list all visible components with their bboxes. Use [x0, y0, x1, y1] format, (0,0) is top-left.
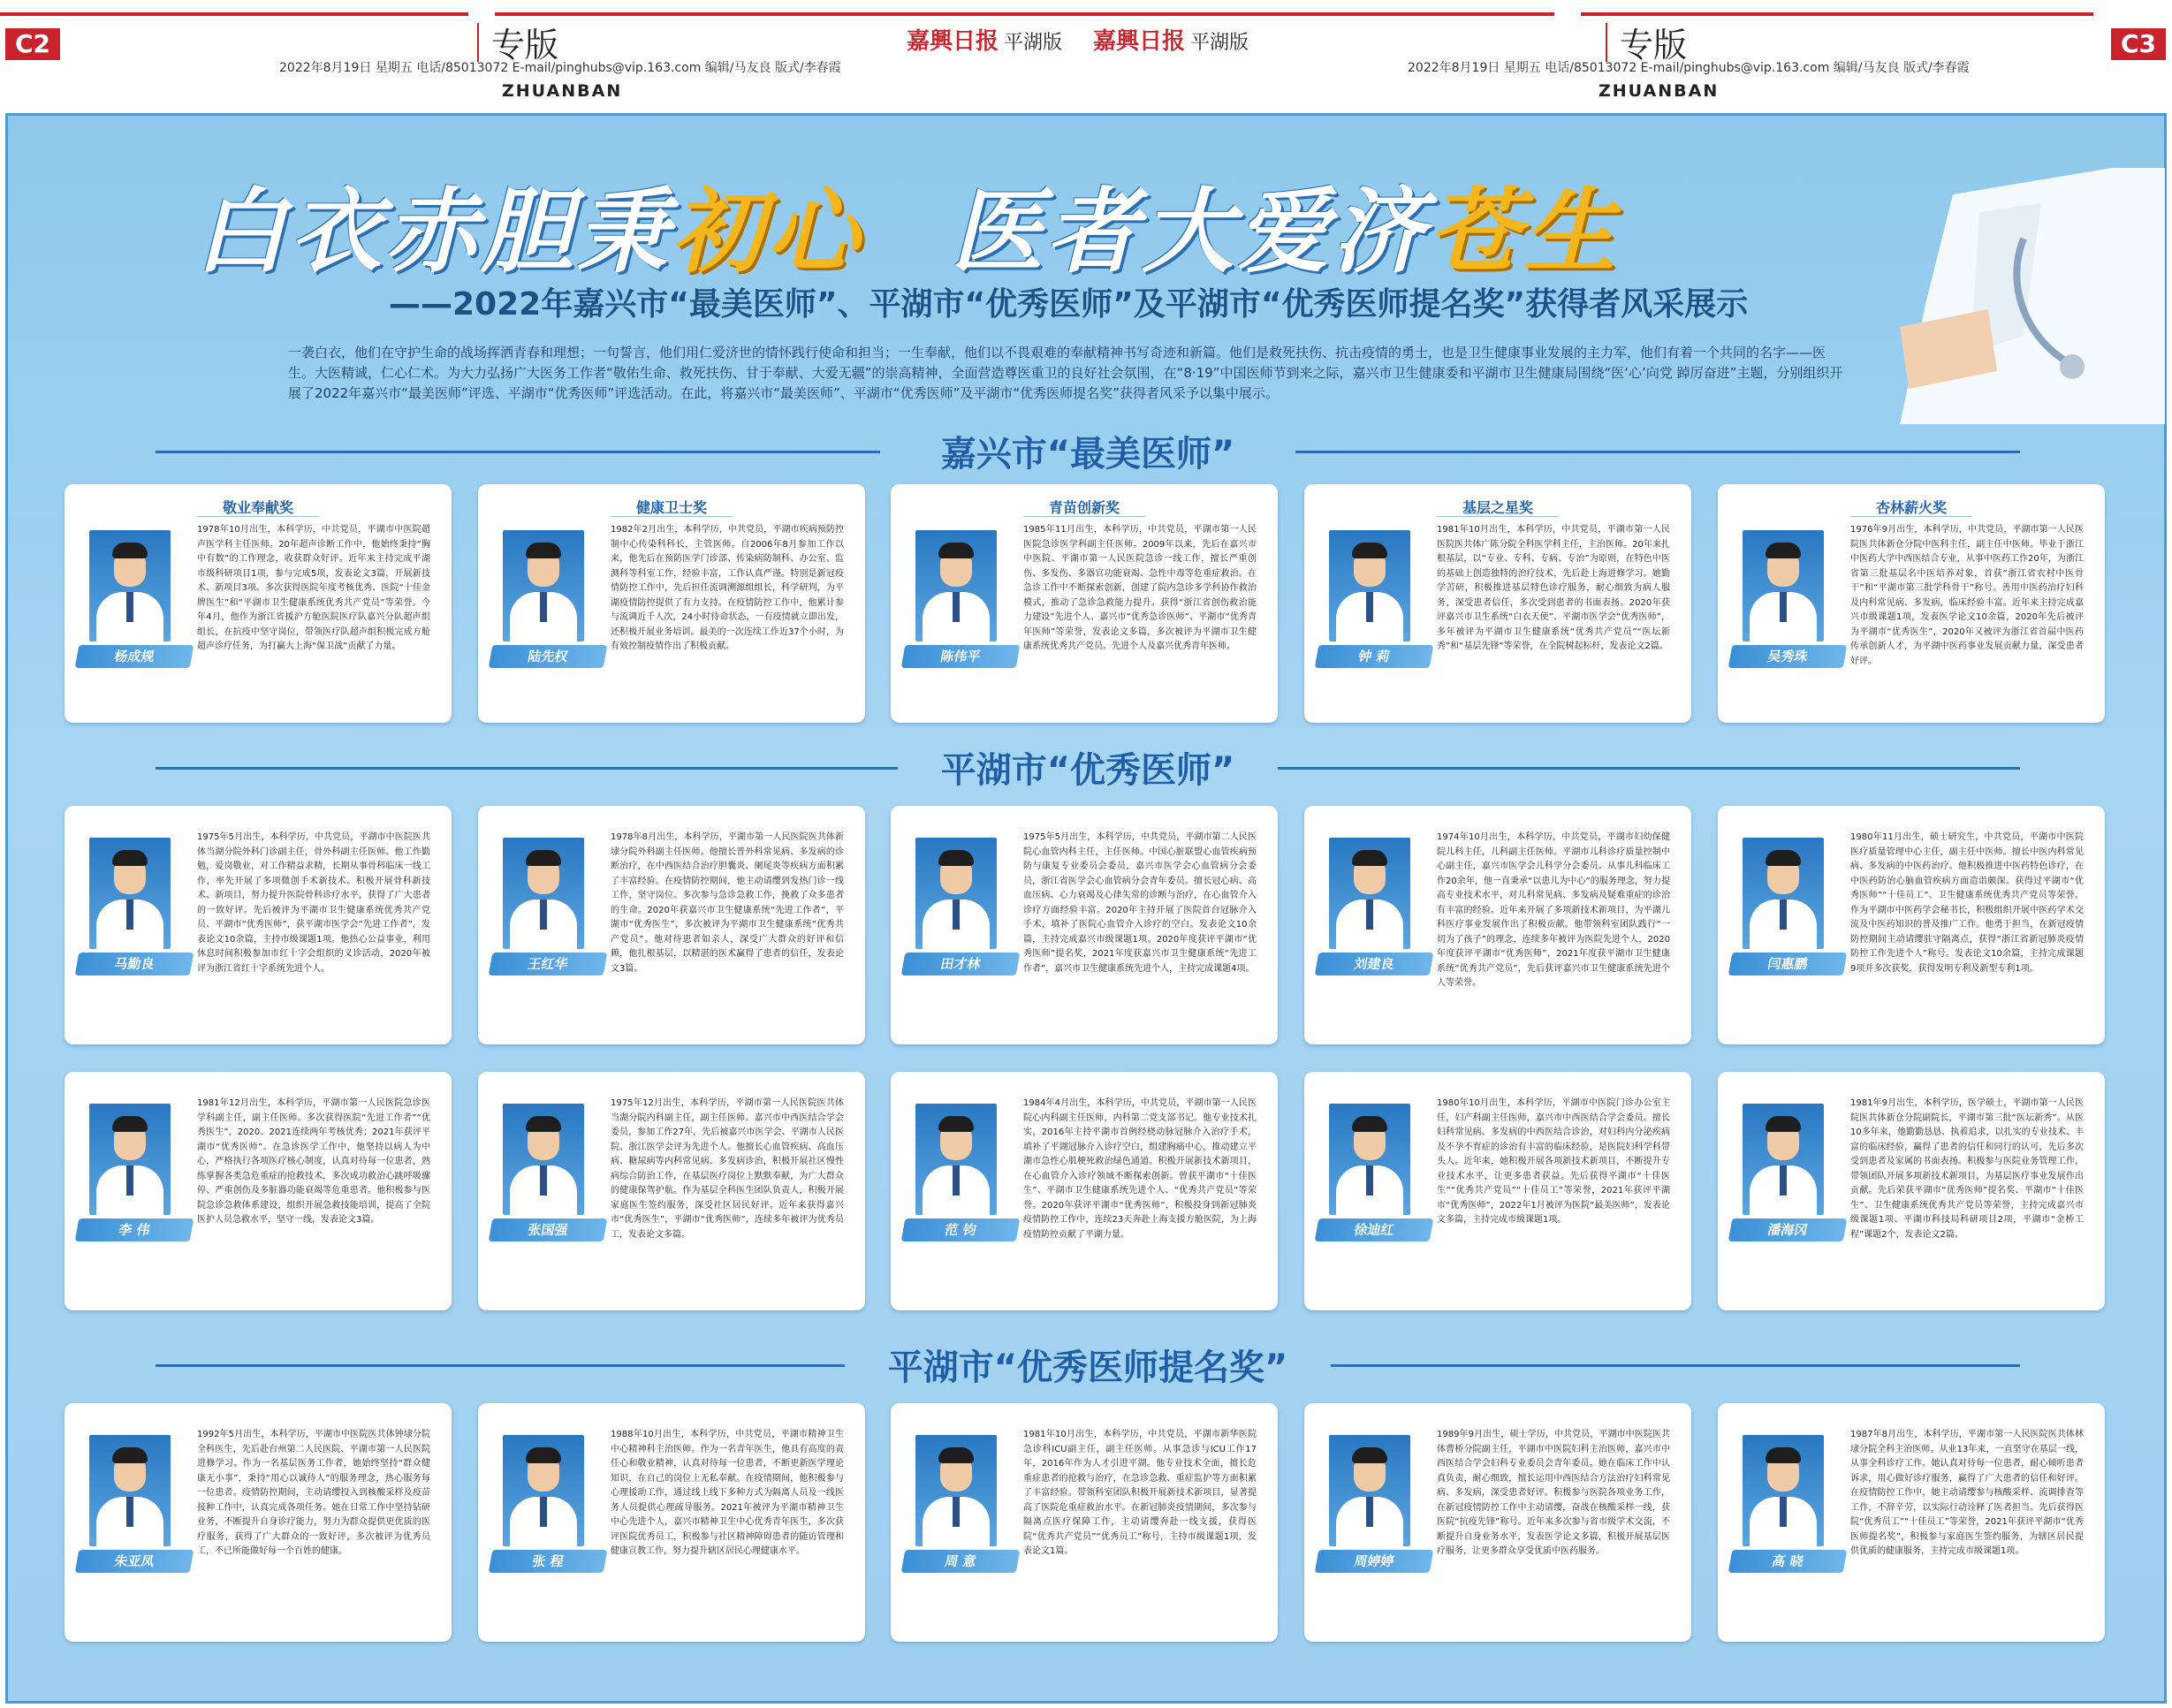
doctor-name: 杨成规	[75, 645, 194, 668]
headline-part1-highlight: 初心	[672, 178, 863, 285]
award-title: 杏林薪火奖	[1875, 499, 1947, 516]
doctor-card	[1304, 1072, 1691, 1310]
doctor-photo	[1329, 838, 1410, 949]
doctor-card	[1304, 484, 1691, 723]
section-sub: ZHUANBAN	[1599, 81, 1720, 101]
section-title: 专版	[1620, 26, 1688, 65]
doctor-bio: 1975年5月出生，本科学历，中共党员，平湖市第二人民医院心血管内科主任，主任医师。中国心脏联盟心血管疾病预防与康复专业委员会委员，嘉兴市医学会心血管病分会委员，浙江省医学会心血管病分会青年委员。擅长冠心病、高血压病、心力衰竭及心律失常的诊断与治疗，在心血管介入诊疗方面经验丰富。2020年主持开展了医院首台冠脉介入手术，填补了医院心血管介入诊疗的空白。发表论文10余篇，主持完成嘉兴市级课题1项。2020年度获评平湖市“优秀医师”提名奖，2021年度获嘉兴市卫生健康系统“先进工作者”，嘉兴市卫生健康系统先进个人，主持完成课题4项。	[1023, 832, 1257, 974]
doctor-bio: 1992年5月出生，本科学历，平湖市中医院医共体钟埭分院全科医生，先后赴台州第二人民医院、平湖市第一人民医院进修学习。作为一名基层医务工作者，她始终坚持“群众健康无小事”，秉持“用心以诚待人”的服务理念，热心服务每一位患者。疫情防控期间，主动请缨投入到核酸采样及疫苗接种工作中，认真完成各项任务。她在日常工作中坚持钻研业务，不断提升自身诊疗能力，努力为群众提供更优质的医疗服务，获得了广大群众的一致好评，多次被评为优秀员工，不已所能做好每一个百姓的健康。	[197, 1430, 430, 1556]
doctor-photo	[1329, 530, 1410, 641]
headline-part2: 医者大爱济	[951, 178, 1429, 285]
doctor-name: 刘建良	[1315, 953, 1434, 975]
doctor-photo	[89, 1435, 171, 1546]
section-title: 专版	[491, 26, 559, 65]
headline-part2-highlight: 苍生	[1428, 178, 1620, 285]
doctor-name: 徐迪红	[1315, 1218, 1434, 1241]
doctor-bio: 1989年9月出生，硕士学历，中共党员，平湖市中医院医共体曹桥分院副主任，平湖市中医院妇科主治医师，嘉兴市中西医结合学会妇科专业委员会青年委员。她在临床工作中认真负责，耐心细致，擅长运用中西医结合方法治疗妇科常见病、多发病，深受患者好评。积极参与医院各项业务工作，在新冠疫情防控工作中主动请缨，奋战在核酸采样一线，获医院“抗疫先锋”称号。近年来多次参与省市级学术交流，不断提升自身业务水平，发表医学论文多篇，积极开展基层医疗服务，让更多群众享受优质中医药服务。	[1437, 1430, 1670, 1556]
headline	[194, 157, 1619, 290]
section-sub: ZHUANBAN	[502, 81, 623, 101]
doctor-card	[891, 484, 1278, 723]
doctor-bio: 1987年8月出生，本科学历，平湖市第一人民医院医共体林埭分院全科主治医师。从业13年来，一直坚守在基层一线，从事全科诊疗工作。她认真对待每一位患者，耐心倾听患者诉求，用心做好诊疗服务，赢得了广大患者的信任和好评。在疫情防控工作中，她主动请缨参与核酸采样、流调排查等工作，不辞辛劳，以实际行动诠释了医者担当。先后获得医院“优秀员工”“十佳员工”等荣誉，2021年获评平湖市“优秀医师提名奖”，积极参与家庭医生签约服务，为辖区居民提供优质的健康服务，主持完成市级课题1项。	[1850, 1430, 2084, 1556]
doctor-bio: 1975年5月出生，本科学历，中共党员，平湖市中医院医共体当湖分院外科门诊副主任，骨外科副主任医师。他工作勤勉，爱岗敬业，对工作精益求精，长期从事骨科临床一线工作，率先开展了多项微创手术新技术。积极开展骨科新技术、新项目，努力提升医院骨科诊疗水平，获得了广大患者的一致好评。先后被评为平湖市卫生健康系统优秀共产党员、平湖市“优秀医师”，获平湖市医学会“先进工作者”，发表论文10余篇，主持市级课题1项。他热心公益事业，利用休息时间积极参加市红十字会组织的义诊活动，2020年被评为浙江省红十字系统先进个人。	[197, 832, 430, 974]
doctor-photo	[503, 1435, 584, 1546]
header-info: 2022年8月19日 星期五 电话/85013072 E-mail/pinghubs@vip.163.com 编辑/马友良 版式/李春霞	[279, 61, 841, 75]
doctor-name: 陆先权	[489, 645, 608, 668]
page-number: C2	[5, 28, 60, 60]
award-title: 健康卫士奖	[635, 499, 707, 516]
header-divider	[1606, 23, 1607, 62]
doctor-name: 潘海冈	[1728, 1218, 1848, 1241]
doctor-photo	[1743, 1435, 1824, 1546]
header-info: 2022年8月19日 星期五 电话/85013072 E-mail/pinghubs@vip.163.com 编辑/马友良 版式/李春霞	[1408, 61, 1970, 75]
doctor-bio: 1978年8月出生，本科学历，平湖市第一人民医院医共体新埭分院外科副主任医师。他擅长普外科常见病、多发病的诊断治疗，在中西医结合治疗胆囊炎、阑尾炎等疾病方面积累了丰富经验。在疫情防控期间，他主动请缨到发热门诊一线工作，坚守岗位。多次参与急诊急救工作，挽救了众多患者的生命。2020年获嘉兴市卫生健康系统“先进工作者”，平湖市“优秀医生”，多次被评为平湖市卫生健康系统“优秀共产党员”。他对待患者如亲人，深受广大群众的好评和信赖，他扎根基层，以精湛的医术赢得了患者的信任，发表论文3篇。	[611, 832, 844, 974]
award-title: 敬业奉献奖	[222, 499, 293, 516]
header-rule	[0, 12, 468, 16]
header-left	[0, 0, 1086, 106]
doctor-bio: 1980年10月出生，本科学历，平湖市中医院门诊办公室主任，妇产科副主任医师，嘉兴市中西医结合学会委员。擅长妇科常见病、多发病的中西医结合诊治，对妇科内分泌疾病及不孕不育症的诊治有丰富的临床经验，是医院妇科学科带头人。近年来，她积极开展各项新技术新项目，不断提升专业技术水平，让更多患者获益。先后获得平湖市“十佳医生”“优秀共产党员”“十佳员工”等荣誉，2021年获评平湖市“优秀医师”，2022年1月被评为医院“最美医师”，发表论文多篇，主持完成市级课题1项。	[1437, 1098, 1670, 1225]
doctor-photo	[89, 838, 171, 949]
doctor-name: 张国强	[489, 1218, 608, 1241]
doctor-card	[891, 1403, 1278, 1642]
doctor-card	[65, 806, 452, 1044]
brand-logo	[1093, 23, 1249, 56]
doctor-bio: 1974年10月出生，本科学历，中共党员，平湖市妇幼保健院儿科主任，儿科副主任医师。平湖市儿科诊疗质量控制中心副主任，嘉兴市医学会儿科学分会委员。从事儿科临床工作20余年，他一直秉承“以患儿为中心”的服务理念，努力提高专业技术水平，对儿科常见病、多发病及疑难重症的诊治有丰富的经验。近年来开展了多项新技术新项目，为平湖儿科医疗事业发展作出了积极贡献。他带领科室团队践行“一切为了孩子”的理念，连续多年被评为医院先进个人，2020年度获评平湖市“优秀医师”，2021年度获平湖市卫生健康系统“优秀共产党员”，先后获评嘉兴市卫生健康系统先进个人等荣誉。	[1437, 832, 1670, 988]
doctor-name: 朱亚凤	[75, 1550, 194, 1573]
doctor-card	[1304, 806, 1691, 1044]
section-title: 平湖市“优秀医师”	[940, 750, 1235, 791]
section-title: 平湖市“优秀医师提名奖”	[887, 1347, 1288, 1388]
doctor-card	[1718, 806, 2105, 1044]
doctor-bio: 1982年2月出生，本科学历，中共党员，平湖市疾病预防控制中心传染科科长，主管医师。自2006年8月参加工作以来，他先后在预防医学门诊部、传染病防制科、办公室、监测科等科室工作，经验丰富，工作认真严谨。特别是新冠疫情防控工作中，先后担任流调溯源组组长，科学研判，为平湖疫情防控提供了有力支持。在疫情防控工作中，他累计参与流调近千人次，24小时待命状态，一有疫情就立即出发，还积极开展业务培训。最美的一次连续工作近37个小时，为有效控制疫情作出了积极贡献。	[611, 525, 844, 651]
doctor-card	[478, 1403, 865, 1642]
edition: 平湖版	[1004, 32, 1063, 54]
doctor-name: 李 伟	[75, 1218, 194, 1241]
brand-name: 嘉興日报	[1093, 28, 1186, 55]
intro-paragraph: 一袭白衣，他们在守护生命的战场挥洒青春和理想；一句誓言，他们用仁爱济世的情怀践行使命和担当；一生奉献，他们以不畏艰难的奉献精神书写奇迹和新篇。他们是救死扶伤、抗击疫情的勇士，也是卫生健康事业发展的主力军，他们有着一个共同的名字——医生。大医精诚，仁心仁术。为大力弘扬广大医务工作者“敬佑生命、救死扶伤、甘于奉献、大爱无疆”的崇高精神，全面营造尊医重卫的良好社会氛围，在“8·19”中国医师节到来之际，嘉兴市卫生健康委和平湖市卫生健康局围绕“医‘心’向党 踔厉奋进”主题，分别组织开展了2022年嘉兴市“最美医师”评选、平湖市“优秀医师”评选活动。在此，将嘉兴市“最美医师”、平湖市“优秀医师”及平湖市“优秀医师提名奖”获得者风采予以集中展示。	[288, 345, 1843, 401]
doctor-photo	[915, 1104, 997, 1215]
doctor-card	[65, 484, 452, 723]
doctor-bio: 1975年12月出生，本科学历，平湖市第一人民医院医共体当湖分院内科副主任，副主任医师。嘉兴市中西医结合学会委员，参加工作27年，先后被嘉兴市医学会、平湖市人民医院、浙江医学会评为先进个人。他擅长心血管疾病、高血压病、糖尿病等内科常见病、多发病诊治，积极开展社区慢性病综合防治工作，在基层医疗岗位上默默奉献，为广大群众的健康保驾护航。作为基层全科医生团队负责人，积极开展家庭医生签约服务，深受社区居民好评。近年来获得嘉兴市“优秀医生”，平湖市“优秀医师”，连续多年被评为优秀员工，发表论文多篇。	[611, 1098, 844, 1240]
doctor-photo	[503, 530, 584, 641]
doctor-card	[478, 1072, 865, 1310]
doctor-card	[891, 806, 1278, 1044]
doctor-bio: 1981年10月出生，本科学历，中共党员，平湖市新华医院急诊科ICU副主任，副主任医师。从事急诊与ICU工作17年，2016年作为人才引进平湖。他专业技术全面，擅长危重症患者的抢救与治疗，在急诊急救、重症监护等方面积累了丰富经验。带领科室团队积极开展新技术新项目，显著提高了医院危重症救治水平。在新冠肺炎疫情期间，多次参与隔离点医疗保障工作，主动请缨奔赴一线支援，获得医院“优秀共产党员”“优秀员工”称号，主持市级课题1项，发表论文1篇。	[1023, 1430, 1257, 1556]
award-underline	[1437, 516, 1559, 517]
brand-logo	[907, 23, 1062, 56]
award-underline	[611, 516, 733, 517]
doctor-name: 马勤良	[75, 953, 194, 975]
doctor-photo	[1743, 838, 1824, 949]
doctor-photo	[915, 1435, 997, 1546]
doctor-name: 范 钧	[901, 1218, 1021, 1241]
doctor-name: 吴秀珠	[1728, 645, 1848, 668]
section-header-jiaxing	[156, 431, 2020, 474]
doctor-illustration	[1847, 159, 2165, 424]
header-right	[1086, 0, 2172, 106]
doctor-name: 周婷婷	[1315, 1550, 1434, 1573]
doctor-photo	[503, 838, 584, 949]
doctor-name: 高 晓	[1728, 1550, 1848, 1573]
doctor-name: 周 意	[901, 1550, 1021, 1573]
header-rule	[1581, 12, 2093, 16]
doctor-name: 张 程	[489, 1550, 608, 1573]
section-header-nominee	[156, 1345, 2020, 1388]
award-underline	[1850, 516, 1972, 517]
doctor-card	[891, 1072, 1278, 1310]
doctor-name: 钟 莉	[1315, 645, 1434, 668]
doctor-photo	[89, 1104, 171, 1215]
section-header-pinghu	[156, 748, 2020, 791]
award-title: 基层之星奖	[1462, 499, 1533, 516]
doctor-card	[478, 484, 865, 723]
doctor-name: 田才林	[901, 953, 1021, 975]
doctor-name: 陈伟平	[901, 645, 1021, 668]
edition: 平湖版	[1190, 32, 1249, 54]
doctor-bio: 1980年11月出生，硕士研究生，中共党员，平湖市中医院医疗质量管理中心主任，副主任中医师。擅长中医内科常见病、多发病的中医药治疗。他积极推进中医药特色诊疗，在中医药防治心脑血管疾病方面造诣颇深。获得过平湖市“优秀医师”“十佳员工”、卫生健康系统优秀共产党员等荣誉。作为平湖市中医药学会秘书长，积极组织开展中医药学术交流及中医药知识的普及推广工作。他勇于担当，在新冠疫情防控期间主动请缨驻守隔离点，获得“浙江省新冠肺炎疫情防控工作先进个人”称号。发表论文10余篇，主持完成课题9项并多次获奖，获得发明专利及新型专利1项。	[1850, 832, 2084, 974]
doctor-name: 闫惠鹏	[1728, 953, 1848, 975]
doctor-photo	[503, 1104, 584, 1215]
doctor-card	[478, 806, 865, 1044]
brand-name: 嘉興日报	[907, 28, 999, 55]
header-divider	[477, 23, 479, 62]
doctor-photo	[915, 838, 997, 949]
doctor-card	[65, 1072, 452, 1310]
award-underline	[197, 516, 319, 517]
headline-subtitle: ——2022年嘉兴市“最美医师”、平湖市“优秀医师”及平湖市“优秀医师提名奖”获得者风采展示	[389, 286, 1749, 323]
award-title: 青苗创新奖	[1048, 499, 1120, 516]
doctor-photo	[1743, 530, 1824, 641]
doctor-bio: 1981年10月出生，本科学历，中共党员，平湖市第一人民医院医共体广陈分院全科医学科主任，主治医师。20年来扎根基层，以“专业、专科、专病、专治”为原则，在特色中医的基础上创造独特的治疗技术，先后赴上海进修学习。她勤学苦研，积极推进基层特色诊疗服务，耐心细致为病人服务，深受患者信任，多次受到患者的书面表扬。2020年获评嘉兴市卫生系统“白衣天使”、平湖市医学会“优秀医师”，多年被评为平湖市卫生健康系统“优秀共产党员”“医坛新秀”和“基层先锋”等荣誉，在全院树起标杆，发表论文2篇。	[1437, 525, 1670, 651]
headline-part1: 白衣赤胆秉	[194, 178, 672, 285]
doctor-bio: 1976年9月出生，本科学历，中共党员，平湖市第一人民医院医共体新仓分院中医科主任，副主任中医师。毕业于浙江中医药大学中西医结合专业，从事中医药工作20年，为浙江省第三批基层名中医培养对象，首获“浙江省农村中医骨干”和“平湖市第三批学科骨干”称号。善用中医药治疗妇科及内科常见病、多发病，临床经验丰富。近年来主持完成嘉兴市级课题1项，发表医学论文10余篇，2020年先后被评为平湖市“优秀医生”，2020年又被评为浙江省首届中医药传承创新人才，为平湖中医药事业发展贡献力量，深受患者好评。	[1850, 525, 2084, 666]
doctor-photo	[915, 530, 997, 641]
doctor-card	[1718, 484, 2105, 723]
header-rule	[495, 12, 1086, 16]
doctor-card	[1304, 1403, 1691, 1642]
doctor-name: 王红华	[489, 953, 608, 975]
header-rule	[1086, 12, 1554, 16]
doctor-bio: 1985年11月出生，本科学历，中共党员，平湖市第一人民医院急诊医学科副主任医师。2009年以来，先后在嘉兴市中医院、平湖市第一人民医院急诊一线工作，擅长严重创伤、多发伤、多器官功能衰竭、急性中毒等危重症救治。在急诊工作中不断探索创新，创建了院内急诊多学科协作救治模式，推动了急诊急救能力提升。获得“浙江省创伤救治能力建设”先进个人、嘉兴市“优秀急诊医师”、平湖市“优秀青年医师”等荣誉，发表论文多篇，多次被评为平湖市卫生健康系统优秀共产党员。先进个人及嘉兴优秀青年医师。	[1023, 525, 1257, 651]
doctor-photo	[1329, 1435, 1410, 1546]
doctor-card	[1718, 1072, 2105, 1310]
doctor-card	[1718, 1403, 2105, 1642]
doctor-bio: 1978年10月出生，本科学历，中共党员，平湖市中医院超声医学科主任医师。20年超声诊断工作中，他始终秉持“胸中有数”的工作理念，收获群众好评。近年来主持完成平湖市级科研项目1项，参与完成5项，发表论文3篇，开展新技术、新项目3项。多次获得医院年度考核优秀、医院“十佳金牌医生”和“平湖市卫生健康系统优秀共产党员”等荣誉。今年4月，他作为浙江省援沪方舱医院医疗队嘉兴分队超声组组长，在抗疫中坚守岗位，带领医疗队超声组积极完成方舱超声诊疗任务，为打赢大上海“保卫战”贡献了力量。	[197, 525, 430, 651]
doctor-bio: 1984年4月出生，本科学历，中共党员，平湖市第一人民医院心内科副主任医师，内科第二党支部书记。他专业技术扎实，2016年主持平湖市首例经桡动脉冠脉介入治疗手术，填补了平湖冠脉介入诊疗空白，组建胸痛中心，推动建立平湖市急性心肌梗死救治绿色通道。积极开展新技术新项目，在心血管介入诊疗领域不断探索创新。曾获平湖市“十佳医生”、平湖市卫生健康系统先进个人、“优秀共产党员”等荣誉。2020年获评平湖市“优秀医师”，积极投身到新冠肺炎疫情防控工作中，连续23天奔赴上海支援方舱医院，为上海疫情防控贡献了平湖力量。	[1023, 1098, 1257, 1240]
doctor-bio: 1988年10月出生，本科学历，中共党员，平湖市精神卫生中心精神科主治医师。作为一名青年医生，他具有高度的责任心和敬业精神，认真对待每一位患者，不断更新医学理论知识，在自己的岗位上无私奉献。在疫情期间，他积极参与心理援助工作，通过线上线下多种方式为隔离人员及一线医务人员提供心理疏导服务。2021年被评为平湖市精神卫生中心先进个人，嘉兴市精神卫生中心优秀青年医生，多次获评医院优秀员工，积极参与社区精神障碍患者的随访管理和健康宣教工作，努力提升辖区居民心理健康水平。	[611, 1430, 844, 1556]
section-title: 嘉兴市“最美医师”	[940, 434, 1235, 474]
page-number: C3	[2111, 28, 2166, 60]
doctor-photo	[1329, 1104, 1410, 1215]
doctor-bio: 1981年9月出生，本科学历，医学硕士，平湖市第一人民医院医共体新仓分院副院长，平湖市第三批“医坛新秀”。从医10多年来，他勤勤恳恳、执着追求，以扎实的专业技术、丰富的临床经验，赢得了患者的信任和同行的认可，先后多次受到患者及家属的书面表扬。积极参与医院业务管理工作，带领团队开展多项新技术新项目，为基层医疗事业发展作出贡献。先后荣获平湖市“优秀医师”提名奖、平湖市“十佳医生”、卫生健康系统优秀共产党员等荣誉，主持完成嘉兴市级课题1项、平湖市科技局科研项目2项，平湖市“金桥工程”课题2个，发表论文2篇。	[1850, 1098, 2084, 1240]
doctor-photo	[89, 530, 171, 641]
award-underline	[1023, 516, 1145, 517]
doctor-card	[65, 1403, 452, 1642]
doctor-bio: 1981年12月出生，本科学历，平湖市第一人民医院急诊医学科副主任，副主任医师。多次获得医院“先进工作者”“优秀医生”，2020、2021连续两年考核优秀；2021年获评平湖市“优秀医师”。在急诊医学工作中，他坚持以病人为中心，严格执行各项医疗核心制度，认真对待每一位患者，熟练掌握各类急危重症的抢救技术，多次成功救治心跳呼吸骤停、严重创伤及多脏器功能衰竭等危重患者。他积极参与医院急诊急救体系建设，组织开展急救技能培训，提高了全院医护人员急救水平，坚守一线，发表论文3篇。	[197, 1098, 430, 1225]
doctor-photo	[1743, 1104, 1824, 1215]
